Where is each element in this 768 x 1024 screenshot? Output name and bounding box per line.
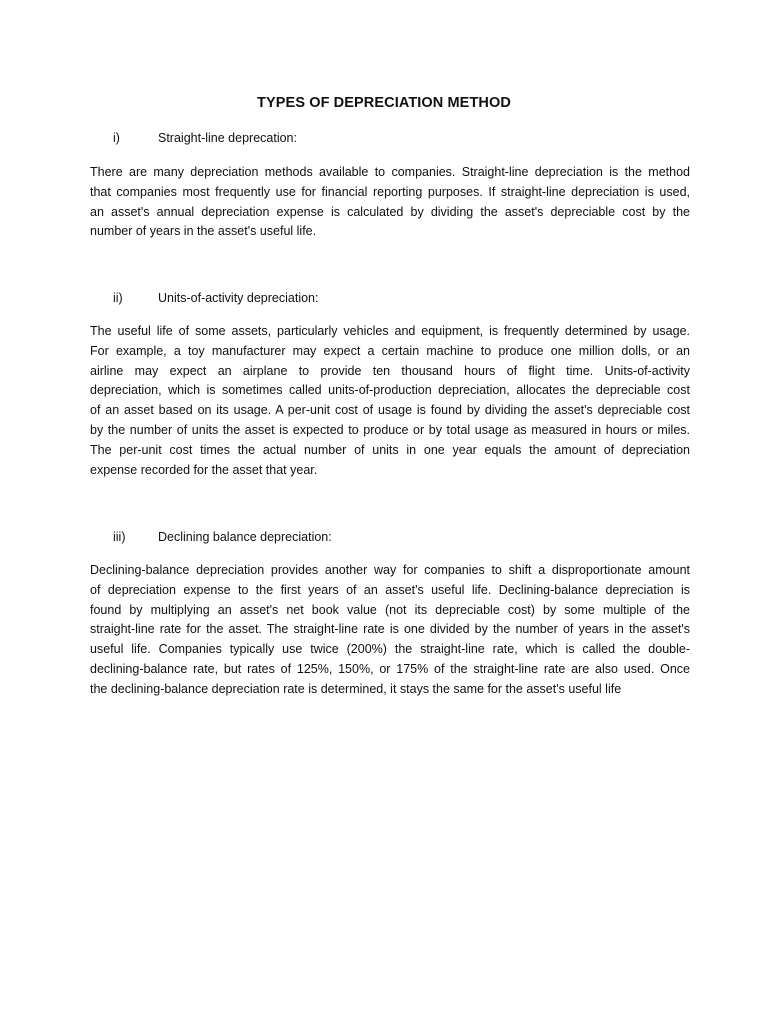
section-paragraph-declining-balance [90, 561, 690, 700]
section-heading-text: Declining balance depreciation: [158, 530, 332, 544]
section-number: i) [113, 131, 120, 145]
paragraph-line: The per-unit cost times the actual number of units in one year equals the amount of depreciation [90, 442, 690, 457]
paragraph-line: declining-balance rate, but rates of 125%, 150%, or 175% of the straight-line rate are also used. Once [90, 661, 690, 676]
paragraph-line: expense recorded for the asset that year. [90, 462, 318, 477]
paragraph-line: useful life. Companies typically use twice (200%) the straight-line rate, which is called the double- [90, 642, 690, 657]
paragraph-line: by the number of units the asset is expected to produce or by total usage as measured in hours or miles. [90, 422, 690, 437]
paragraph-line: depreciation, which is sometimes called units-of-production depreciation, allocates the depreciable cost [90, 383, 690, 398]
section-number: iii) [113, 530, 126, 544]
section-paragraph-straight-line [90, 163, 690, 242]
paragraph-line: of an asset based on its usage. A per-unit cost of usage is found by dividing the asset's depreciable cost [90, 403, 690, 418]
document-title: TYPES OF DEPRECIATION METHOD [257, 95, 511, 111]
section-heading-text: Units-of-activity depreciation: [158, 291, 319, 305]
paragraph-line: that companies most frequently use for financial reporting purposes. If straight-line depreciation is used, [90, 184, 690, 199]
section-number: ii) [113, 291, 123, 305]
paragraph-line: straight-line rate for the asset. The straight-line rate is one divided by the number of years in the asset's [90, 622, 690, 637]
section-heading-units-of-activity [113, 289, 318, 307]
paragraph-line: an asset's annual depreciation expense is calculated by dividing the asset's depreciable cost by the [90, 204, 690, 219]
paragraph-line: Declining-balance depreciation provides another way for companies to shift a disproportionate amount [90, 563, 690, 577]
paragraph-line: airline may expect an airplane to provide ten thousand hours of flight time. Units-of-activity [90, 363, 690, 378]
paragraph-line: number of years in the asset's useful life. [90, 224, 317, 239]
paragraph-line: There are many depreciation methods available to companies. Straight-line depreciation is the method [90, 165, 690, 179]
paragraph-line: the declining-balance depreciation rate is determined, it stays the same for the asset's useful life [90, 681, 622, 696]
paragraph-line: For example, a toy manufacturer may expect a certain machine to produce one million dolls, or an [90, 343, 690, 358]
paragraph-line: The useful life of some assets, particularly vehicles and equipment, is frequently determined by usage. [90, 324, 690, 338]
section-heading-text: Straight-line deprecation: [158, 131, 297, 145]
section-heading-straight-line [113, 129, 297, 147]
paragraph-line: of depreciation expense to the first years of an asset's useful life. Declining-balance depreciation is [90, 582, 690, 597]
section-paragraph-units-of-activity [90, 322, 690, 480]
paragraph-line: found by multiplying an asset's net book value (not its depreciable cost) by some multiple of the [90, 602, 690, 617]
section-heading-declining-balance [113, 528, 332, 546]
